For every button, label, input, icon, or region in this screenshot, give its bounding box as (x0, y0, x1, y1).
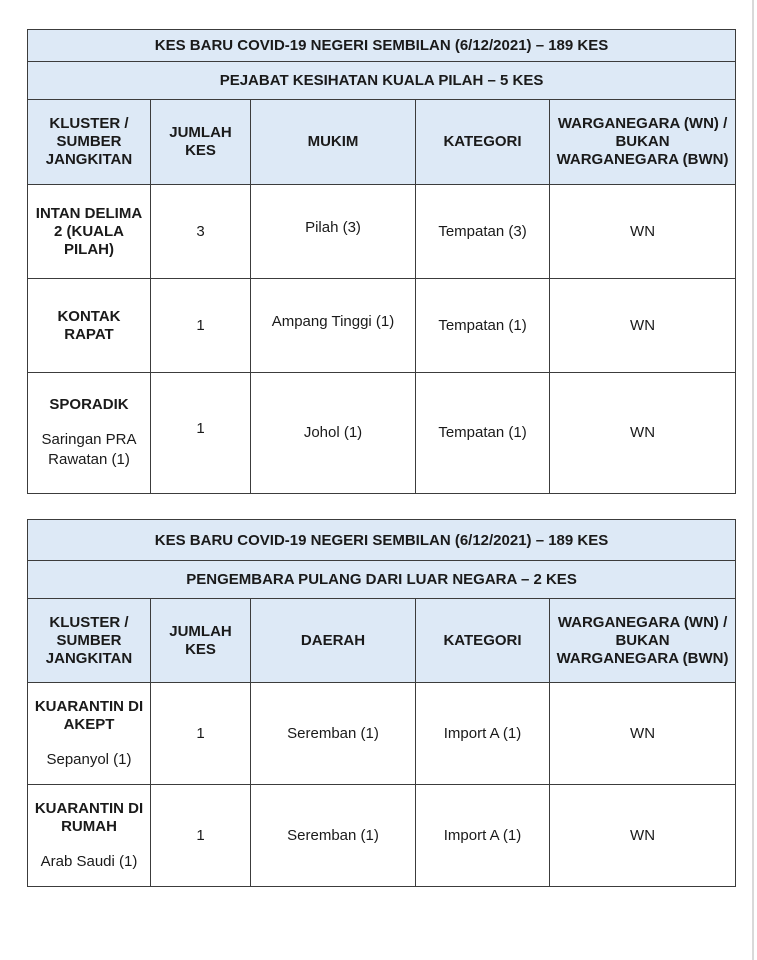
page-edge (752, 0, 754, 960)
table-row (28, 279, 736, 373)
table-row (28, 683, 736, 785)
kluster-cell: INTAN DELIMA 2 (KUALA PILAH) (28, 185, 151, 279)
mukim-cell: Pilah (3) (251, 185, 416, 279)
header-warganegara: WARGANEGARA (WN) / BUKAN WARGANEGARA (BWN) (550, 599, 736, 683)
table-subtitle: PENGEMBARA PULANG DARI LUAR NEGARA – 2 KES (28, 561, 736, 599)
header-kluster: KLUSTER / SUMBER JANGKITAN (28, 100, 151, 185)
table-row (28, 373, 736, 494)
kluster-cell (28, 785, 151, 887)
daerah-cell: Seremban (1) (251, 683, 416, 785)
header-kategori: KATEGORI (416, 100, 550, 185)
header-warganegara: WARGANEGARA (WN) / BUKAN WARGANEGARA (BWN) (550, 100, 736, 185)
mukim-cell: Ampang Tinggi (1) (251, 279, 416, 373)
kategori-cell: Import A (1) (416, 785, 550, 887)
kategori-cell: Tempatan (1) (416, 373, 550, 494)
kluster-detail: Saringan PRA Rawatan (1) (41, 431, 137, 468)
mukim-cell: Johol (1) (251, 373, 416, 494)
jumlah-cell: 1 (151, 785, 251, 887)
kluster-cell (28, 373, 151, 494)
kluster-cell (28, 683, 151, 785)
kluster-name: KUARANTIN DI RUMAH (34, 799, 144, 835)
wn-cell: WN (550, 373, 736, 494)
header-kluster: KLUSTER / SUMBER JANGKITAN (28, 599, 151, 683)
daerah-cell: Seremban (1) (251, 785, 416, 887)
kluster-detail: Arab Saudi (1) (40, 852, 138, 870)
header-mukim: MUKIM (251, 100, 416, 185)
jumlah-cell: 1 (151, 373, 251, 494)
table-row (28, 785, 736, 887)
jumlah-cell: 1 (151, 683, 251, 785)
wn-cell: WN (550, 683, 736, 785)
table-row (28, 185, 736, 279)
kluster-detail: Sepanyol (1) (46, 750, 132, 768)
wn-cell: WN (550, 785, 736, 887)
header-kategori: KATEGORI (416, 599, 550, 683)
header-jumlah: JUMLAH KES (151, 100, 251, 185)
table-subtitle: PEJABAT KESIHATAN KUALA PILAH – 5 KES (28, 62, 736, 100)
kluster-name: SPORADIK (49, 396, 129, 413)
header-daerah: DAERAH (251, 599, 416, 683)
kluster-cell: KONTAK RAPAT (28, 279, 151, 373)
header-jumlah: JUMLAH KES (151, 599, 251, 683)
kategori-cell: Tempatan (3) (416, 185, 550, 279)
table-title: KES BARU COVID-19 NEGERI SEMBILAN (6/12/2021) – 189 KES (28, 520, 736, 561)
cases-table-pengembara (27, 519, 736, 887)
jumlah-cell: 1 (151, 279, 251, 373)
kluster-name: KUARANTIN DI AKEPT (34, 697, 144, 733)
kategori-cell: Tempatan (1) (416, 279, 550, 373)
kategori-cell: Import A (1) (416, 683, 550, 785)
jumlah-cell: 3 (151, 185, 251, 279)
table-title: KES BARU COVID-19 NEGERI SEMBILAN (6/12/2021) – 189 KES (28, 30, 736, 62)
wn-cell: WN (550, 185, 736, 279)
wn-cell: WN (550, 279, 736, 373)
cases-table-kuala-pilah (27, 29, 736, 494)
